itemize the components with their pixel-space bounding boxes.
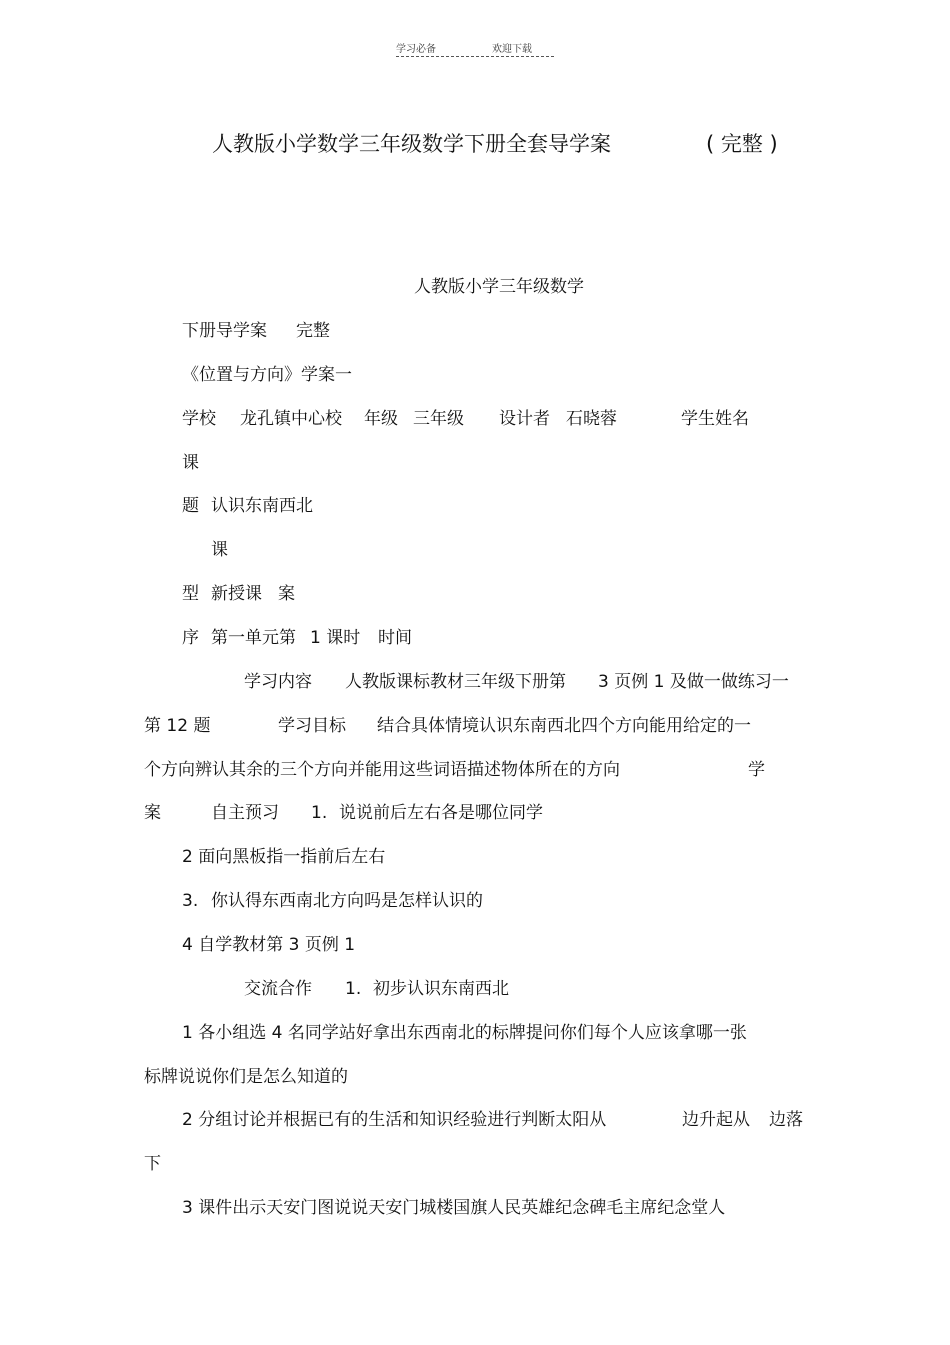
line-9-a: 学习内容 (244, 672, 312, 692)
line-19-a: 2 分组讨论并根据已有的生活和知识经验进行判断太阳从 (182, 1110, 607, 1130)
line-18: 标牌说说你们是怎么知道的 (144, 1067, 348, 1087)
line-12-b: 自主预习 (211, 803, 279, 823)
line-1-b: 完整 (296, 321, 330, 341)
line-7-c: 案 (278, 584, 295, 604)
line-16-c: 初步认识东南西北 (373, 979, 509, 999)
line-21: 3 课件出示天安门图说说天安门城楼国旗人民英雄纪念碑毛主席纪念堂人 (182, 1198, 726, 1218)
line-10-c: 结合具体情境认识东南西北四个方向能用给定的一 (377, 716, 751, 736)
line-5-a: 题 (182, 496, 199, 516)
line-3-grade-value: 三年级 (413, 409, 464, 429)
line-7-a: 型 (182, 584, 199, 604)
line-3-designer-label: 设计者 (499, 409, 550, 429)
line-14-b: 你认得东西南北方向吗是怎样认识的 (211, 891, 483, 911)
line-2: 《位置与方向》学案一 (182, 365, 352, 385)
header-dashed-rule (396, 56, 554, 57)
document-title (212, 128, 778, 158)
line-11-b: 学 (748, 760, 765, 780)
line-1-a: 下册导学案 (182, 321, 267, 341)
line-14-a: 3. (182, 891, 199, 911)
line-3-designer-value: 石晓蓉 (566, 409, 617, 429)
line-3-student-label: 学生姓名 (681, 409, 749, 429)
line-9-b: 人教版课标教材三年级下册第 (345, 672, 566, 692)
line-8-b: 第一单元第 (211, 628, 296, 648)
line-19-c: 边落 (769, 1110, 803, 1130)
line-17: 1 各小组选 4 名同学站好拿出东西南北的标牌提问你们每个人应该拿哪一张 (182, 1023, 747, 1043)
line-10-b: 学习目标 (278, 716, 346, 736)
line-16-b: 1. (345, 979, 362, 999)
line-3-school-label: 学校 (182, 409, 216, 429)
header-right-text: 欢迎下载 (492, 44, 532, 55)
line-16-a: 交流合作 (244, 979, 312, 999)
line-8-d: 时间 (378, 628, 412, 648)
line-12-c: 1. (311, 803, 328, 823)
line-5-b: 认识东南西北 (211, 496, 313, 516)
line-4: 课 (182, 453, 199, 473)
line-9-c: 3 页例 1 及做一做练习一 (598, 672, 789, 692)
line-6: 课 (211, 540, 228, 560)
line-10-a: 第 12 题 (144, 716, 211, 736)
line-11-a: 个方向辨认其余的三个方向并能用这些词语描述物体所在的方向 (144, 760, 620, 780)
line-12-a: 案 (144, 803, 161, 823)
line-19-b: 边升起从 (682, 1110, 750, 1130)
line-8-a: 序 (182, 628, 199, 648)
line-15: 4 自学教材第 3 页例 1 (182, 935, 356, 955)
header-gap (436, 51, 492, 52)
line-8-c: 1 课时 (310, 628, 361, 648)
line-3-school-value: 龙孔镇中心校 (240, 409, 342, 429)
page-header (396, 40, 532, 55)
document-title-suffix: ( 完整 ) (706, 132, 778, 156)
line-20: 下 (144, 1154, 161, 1174)
line-3-grade-label: 年级 (364, 409, 398, 429)
line-13: 2 面向黑板指一指前后左右 (182, 847, 386, 867)
document-subtitle: 人教版小学三年级数学 (414, 277, 584, 297)
document-title-main: 人教版小学数学三年级数学下册全套导学案 (212, 132, 611, 156)
line-12-d: 说说前后左右各是哪位同学 (339, 803, 543, 823)
line-7-b: 新授课 (211, 584, 262, 604)
header-left-text: 学习必备 (396, 44, 436, 55)
